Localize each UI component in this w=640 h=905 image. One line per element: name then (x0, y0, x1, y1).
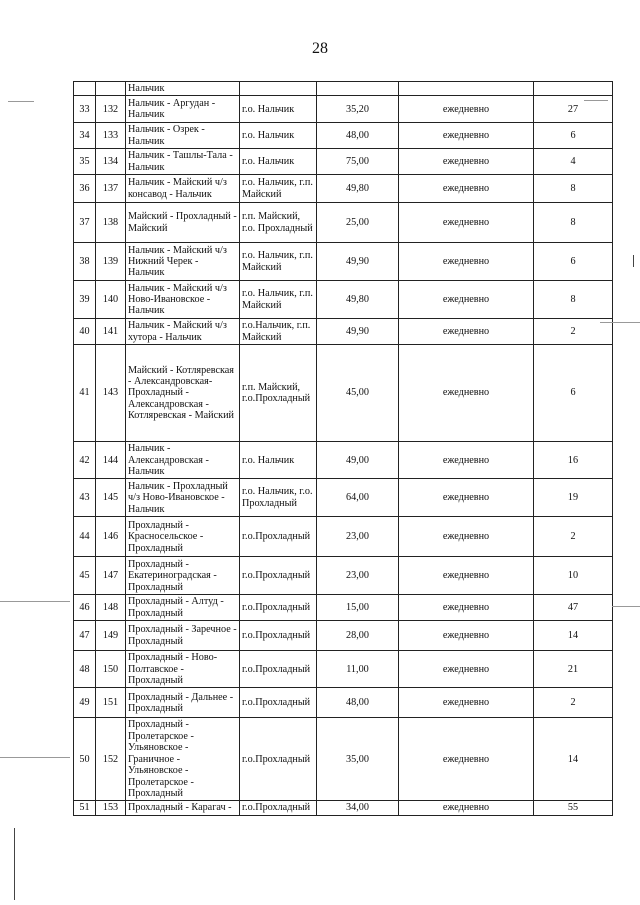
row-number: 45 (74, 557, 96, 595)
route-count (534, 82, 613, 96)
table-row (74, 517, 613, 557)
route-code: 145 (96, 479, 126, 517)
route-distance: 15,00 (317, 595, 399, 621)
route-count: 16 (534, 442, 613, 479)
route-schedule: ежедневно (399, 801, 534, 815)
route-count: 8 (534, 203, 613, 243)
route-distance: 23,00 (317, 557, 399, 595)
route-points: г.о.Прохладный (240, 688, 317, 718)
route-count: 55 (534, 801, 613, 815)
route-name: Нальчик - Озрек - Нальчик (126, 123, 240, 149)
route-schedule: ежедневно (399, 688, 534, 718)
route-points: г.о.Прохладный (240, 801, 317, 815)
route-distance: 34,00 (317, 801, 399, 815)
table-row (74, 123, 613, 149)
route-distance: 28,00 (317, 621, 399, 651)
table-row (74, 479, 613, 517)
routes-table (73, 81, 613, 816)
table-row (74, 688, 613, 718)
row-number: 51 (74, 801, 96, 815)
route-schedule: ежедневно (399, 442, 534, 479)
route-distance: 35,20 (317, 96, 399, 123)
route-code: 143 (96, 345, 126, 442)
route-count: 2 (534, 517, 613, 557)
route-code: 138 (96, 203, 126, 243)
route-points: г.о.Прохладный (240, 621, 317, 651)
route-points: г.о. Нальчик, г.п. Майский (240, 175, 317, 203)
table-row (74, 595, 613, 621)
route-code: 146 (96, 517, 126, 557)
route-count: 21 (534, 651, 613, 688)
row-number: 48 (74, 651, 96, 688)
row-number: 36 (74, 175, 96, 203)
row-number: 49 (74, 688, 96, 718)
row-number: 33 (74, 96, 96, 123)
scan-mark (0, 601, 70, 602)
route-schedule: ежедневно (399, 345, 534, 442)
table-row (74, 621, 613, 651)
row-number (74, 82, 96, 96)
route-distance: 45,00 (317, 345, 399, 442)
route-count: 14 (534, 621, 613, 651)
row-number: 39 (74, 281, 96, 319)
routes-table-body (74, 82, 613, 816)
row-number: 37 (74, 203, 96, 243)
table-row (74, 243, 613, 281)
route-distance: 64,00 (317, 479, 399, 517)
route-points: г.о.Нальчик, г.п. Майский (240, 319, 317, 345)
route-schedule: ежедневно (399, 96, 534, 123)
route-name: Прохладный - Красносельское - Прохладный (126, 517, 240, 557)
scan-mark (600, 322, 640, 323)
table-row (74, 203, 613, 243)
route-distance: 75,00 (317, 149, 399, 175)
table-row (74, 96, 613, 123)
route-name: Майский - Котляревская - Александровская- Прохладный - Александровская - Котляревская - Майский (126, 345, 240, 442)
route-code: 137 (96, 175, 126, 203)
route-distance (317, 82, 399, 96)
route-distance: 49,80 (317, 175, 399, 203)
row-number: 41 (74, 345, 96, 442)
route-count: 6 (534, 243, 613, 281)
route-points: г.о. Нальчик, г.п. Майский (240, 281, 317, 319)
route-schedule: ежедневно (399, 595, 534, 621)
route-code: 151 (96, 688, 126, 718)
route-name: Нальчик (126, 82, 240, 96)
route-schedule: ежедневно (399, 203, 534, 243)
table-row (74, 801, 613, 815)
table-row (74, 319, 613, 345)
route-distance: 35,00 (317, 718, 399, 801)
route-count: 27 (534, 96, 613, 123)
row-number: 35 (74, 149, 96, 175)
route-points: г.о.Прохладный (240, 517, 317, 557)
scan-mark (612, 606, 640, 607)
route-name: Нальчик - Прохладный ч/з Ново-Ивановское - Нальчик (126, 479, 240, 517)
row-number: 34 (74, 123, 96, 149)
row-number: 38 (74, 243, 96, 281)
route-name: Прохладный - Екатериноградская - Прохладный (126, 557, 240, 595)
route-points: г.о. Нальчик (240, 123, 317, 149)
route-points: г.п. Майский, г.о. Прохладный (240, 203, 317, 243)
route-distance: 49,90 (317, 243, 399, 281)
table-row (74, 281, 613, 319)
route-schedule: ежедневно (399, 319, 534, 345)
route-name: Прохладный - Карагач - (126, 801, 240, 815)
route-schedule: ежедневно (399, 651, 534, 688)
route-code: 140 (96, 281, 126, 319)
route-name: Нальчик - Ташлы-Тала - Нальчик (126, 149, 240, 175)
table-row (74, 149, 613, 175)
scan-mark (8, 101, 34, 102)
table-row (74, 557, 613, 595)
row-number: 40 (74, 319, 96, 345)
route-name: Нальчик - Майский ч/з Ново-Ивановское - Нальчик (126, 281, 240, 319)
route-points: г.о. Нальчик, г.п. Майский (240, 243, 317, 281)
route-code: 139 (96, 243, 126, 281)
table-row (74, 651, 613, 688)
route-code: 148 (96, 595, 126, 621)
route-name: Прохладный - Пролетарское - Ульяновское - Граничное - Ульяновское - Пролетарское - Прохладный (126, 718, 240, 801)
route-points: г.о. Нальчик, г.о. Прохладный (240, 479, 317, 517)
route-name: Прохладный - Ново-Полтавское - Прохладный (126, 651, 240, 688)
route-schedule: ежедневно (399, 517, 534, 557)
route-schedule: ежедневно (399, 718, 534, 801)
route-count: 8 (534, 281, 613, 319)
table-row (74, 442, 613, 479)
route-distance: 49,00 (317, 442, 399, 479)
route-count: 6 (534, 123, 613, 149)
row-number: 50 (74, 718, 96, 801)
route-count: 8 (534, 175, 613, 203)
row-number: 43 (74, 479, 96, 517)
route-points: г.п. Майский, г.о.Прохладный (240, 345, 317, 442)
route-code: 144 (96, 442, 126, 479)
route-points: г.о. Нальчик (240, 442, 317, 479)
route-code: 150 (96, 651, 126, 688)
route-distance: 48,00 (317, 123, 399, 149)
route-name: Нальчик - Майский ч/з Нижний Черек - Нальчик (126, 243, 240, 281)
table-row (74, 718, 613, 801)
route-count: 19 (534, 479, 613, 517)
route-name: Майский - Прохладный - Майский (126, 203, 240, 243)
route-schedule: ежедневно (399, 281, 534, 319)
route-code: 134 (96, 149, 126, 175)
route-schedule: ежедневно (399, 243, 534, 281)
route-distance: 49,90 (317, 319, 399, 345)
route-points: г.о.Прохладный (240, 651, 317, 688)
route-schedule (399, 82, 534, 96)
route-distance: 48,00 (317, 688, 399, 718)
route-name: Прохладный - Дальнее - Прохладный (126, 688, 240, 718)
route-count: 47 (534, 595, 613, 621)
route-points (240, 82, 317, 96)
row-number: 44 (74, 517, 96, 557)
route-count: 2 (534, 319, 613, 345)
row-number: 46 (74, 595, 96, 621)
route-schedule: ежедневно (399, 175, 534, 203)
row-number: 47 (74, 621, 96, 651)
route-name: Нальчик - Александровская - Нальчик (126, 442, 240, 479)
route-distance: 11,00 (317, 651, 399, 688)
route-points: г.о. Нальчик (240, 96, 317, 123)
route-name: Нальчик - Аргудан - Нальчик (126, 96, 240, 123)
table-row (74, 82, 613, 96)
route-code: 133 (96, 123, 126, 149)
route-code: 141 (96, 319, 126, 345)
route-schedule: ежедневно (399, 479, 534, 517)
table-row (74, 345, 613, 442)
route-distance: 25,00 (317, 203, 399, 243)
route-count: 10 (534, 557, 613, 595)
route-code: 152 (96, 718, 126, 801)
scan-edge-line (633, 255, 634, 267)
route-distance: 23,00 (317, 517, 399, 557)
scan-edge-line (14, 828, 15, 900)
route-points: г.о.Прохладный (240, 718, 317, 801)
route-points: г.о. Нальчик (240, 149, 317, 175)
route-distance: 49,80 (317, 281, 399, 319)
route-count: 6 (534, 345, 613, 442)
route-count: 4 (534, 149, 613, 175)
route-schedule: ежедневно (399, 621, 534, 651)
route-count: 2 (534, 688, 613, 718)
route-code (96, 82, 126, 96)
route-schedule: ежедневно (399, 149, 534, 175)
row-number: 42 (74, 442, 96, 479)
page-number: 28 (312, 40, 328, 57)
table-row (74, 175, 613, 203)
route-points: г.о.Прохладный (240, 557, 317, 595)
scan-mark (0, 757, 70, 758)
route-code: 149 (96, 621, 126, 651)
scan-mark (584, 100, 608, 101)
route-name: Прохладный - Алтуд - Прохладный (126, 595, 240, 621)
route-schedule: ежедневно (399, 123, 534, 149)
route-count: 14 (534, 718, 613, 801)
route-schedule: ежедневно (399, 557, 534, 595)
route-name: Нальчик - Майский ч/з хутора - Нальчик (126, 319, 240, 345)
route-code: 153 (96, 801, 126, 815)
route-points: г.о.Прохладный (240, 595, 317, 621)
route-code: 147 (96, 557, 126, 595)
route-name: Нальчик - Майский ч/з консавод - Нальчик (126, 175, 240, 203)
route-code: 132 (96, 96, 126, 123)
route-name: Прохладный - Заречное - Прохладный (126, 621, 240, 651)
